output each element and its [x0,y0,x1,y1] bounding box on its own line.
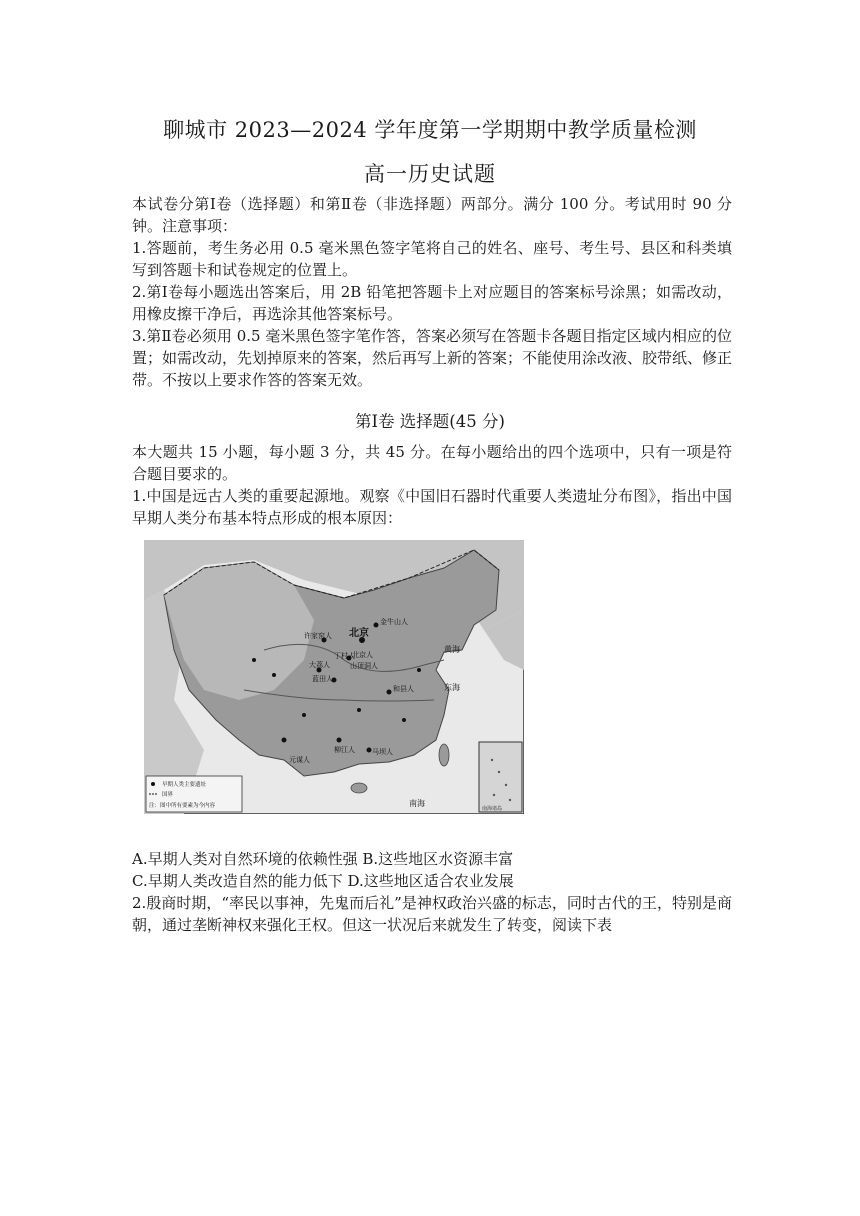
label-maba: 马坝人 [372,748,393,756]
question-1-stem: 1.中国是远古人类的重要起源地。观察《中国旧石器时代重要人类遗址分布图》，指出中国早期人类分布基本特点形成的根本原因： [132,487,732,527]
site-maba [367,748,372,753]
south-sea-inset [479,742,522,812]
label-nanhai: 南海 [409,799,425,808]
legend-border: 国界 [162,792,174,798]
question-2-stem: 2.殷商时期，“率民以事神，先鬼而后礼”是神权政治兴盛的标志，同时古代的王，特别是商朝，通过垄断神权来强化王权。但这一状况后来就发生了转变，阅读下表 [132,894,732,934]
label-hexian: 和县人 [393,685,414,693]
exam-subtitle: 高一历史试题 [364,162,496,186]
label-huanghai: 黄海 [444,645,460,654]
label-yuanmou: 元谋人 [289,756,310,764]
section-heading: 第Ⅰ卷 选择题(45 分) [355,412,505,431]
instructions-intro: 本试卷分第Ⅰ卷（选择题）和第Ⅱ卷（非选择题）两部分。满分 100 分。考试用时 90 分钟。注意事项： [132,195,732,235]
label-dingcun: 丁村人 [334,652,355,660]
label-lantian: 蓝田人 [312,675,333,683]
question-1-option-cd: C.早期人类改造自然的能力低下 D.这些地区适合农业发展 [132,872,514,890]
china-paleolithic-sites-map [144,540,524,814]
label-dali: 大荔人 [309,661,330,669]
label-jinniushan: 金牛山人 [380,618,408,626]
instruction-item-2: 2.第Ⅰ卷每小题选出答案后，用 2B 铅笔把答题卡上对应题目的答案标号涂黑；如需改动，用橡皮擦干净后，再选涂其他答案标号。 [132,283,732,323]
legend-note: 注：图中所有要素为今内容 [149,803,216,809]
instruction-item-1: 1.答题前，考生务必用 0.5 毫米黑色签字笔将自己的姓名、座号、考生号、县区和科类填写到答题卡和试卷规定的位置上。 [132,239,732,279]
instruction-item-3: 3.第Ⅱ卷必须用 0.5 毫米黑色签字笔作答，答案必须写在答题卡各题目指定区域内相应的位置；如需改动，先划掉原来的答案，然后再写上新的答案；不能使用涂改液、胶带纸、修正带。不按以上要求作答的答案无效。 [132,327,733,389]
section-intro: 本大题共 15 小题，每小题 3 分，共 45 分。在每小题给出的四个选项中，只有一项是符合题目要求的。 [132,443,732,483]
label-xujiayao: 许家窑人 [304,632,332,640]
inset-label: 南海诸岛 [482,806,503,812]
legend-sites: 早期人类主要遗址 [162,782,207,788]
exam-title: 聊城市 2023—2024 学年度第一学期期中教学质量检测 [163,118,697,142]
label-donghai: 东海 [444,683,460,692]
label-beijing: 北京 [349,628,369,639]
site-liujiang [337,738,342,743]
site-hexian [387,690,392,695]
question-1-option-ab: A.早期人类对自然环境的依赖性强 B.这些地区水资源丰富 [132,850,514,868]
label-liujiang: 柳江人 [334,746,355,754]
site-jinniushan [374,623,379,628]
site-yuanmou [282,738,287,743]
label-shandingdong: 山顶洞人 [350,662,378,670]
label-beijingren: 北京人 [352,651,373,659]
